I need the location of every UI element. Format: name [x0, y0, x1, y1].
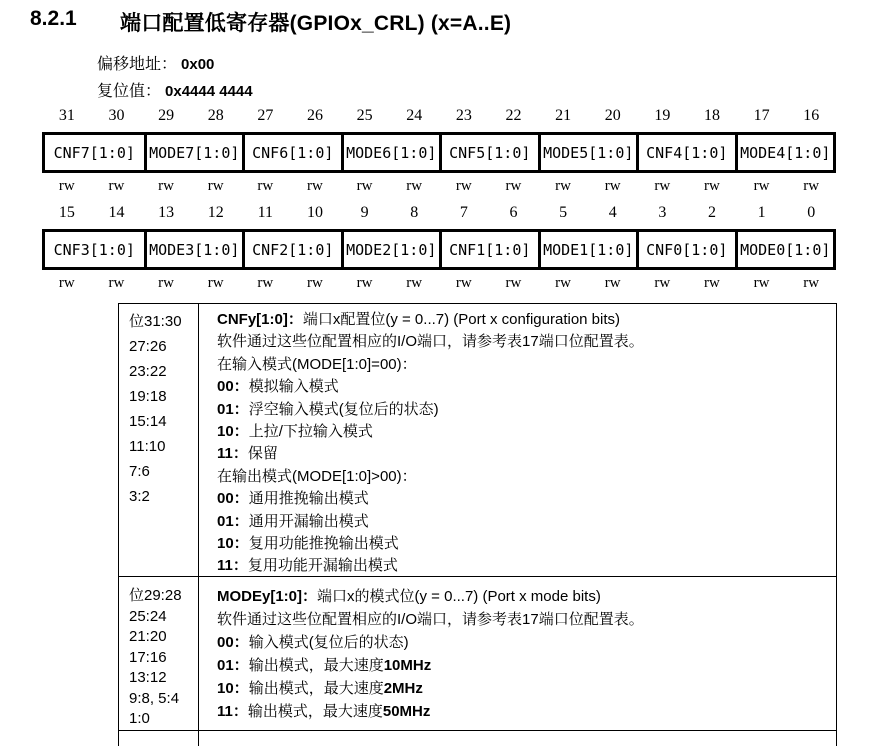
description-line: 11：保留	[217, 445, 278, 463]
offset-address-line	[97, 51, 214, 74]
access-type-label: rw	[704, 275, 720, 291]
bit-range-label: 位29:28	[129, 587, 182, 604]
bit-range-label: 11:10	[129, 438, 166, 455]
bit-range-label: 13:12	[129, 669, 167, 686]
bit-number-label: 14	[108, 204, 125, 221]
access-type-label: rw	[257, 178, 274, 194]
bit-number-label: 2	[707, 204, 716, 221]
access-type-label: rw	[158, 178, 174, 194]
access-type-label: rw	[803, 275, 820, 291]
bit-number-label: 7	[459, 204, 468, 221]
access-type-label: rw	[207, 275, 224, 291]
bit-range-label: 9:8, 5:4	[129, 689, 180, 707]
bit-number-label: 21	[555, 107, 572, 124]
bit-number-label: 16	[803, 107, 820, 124]
bit-field-cell: MODE3[1:0]	[144, 232, 243, 267]
description-row	[118, 577, 837, 731]
description-line: 在输入模式(MODE[1:0]=00)：	[217, 355, 417, 373]
description-line: 软件通过这些位配置相应的I/O端口，请参考表17端口位配置表。	[217, 611, 644, 628]
bit-number-label: 29	[158, 107, 175, 124]
description-line: 10：输出模式，最大速度2MHz	[217, 680, 423, 697]
bit-number-label: 1	[757, 204, 766, 221]
bit-range-label: 7:6	[129, 463, 150, 480]
access-type-label: rw	[307, 178, 323, 194]
register-diagram-bits-31-16	[42, 107, 836, 196]
bit-numbers-row	[42, 204, 836, 224]
bit-range-label: 位31:30	[129, 313, 182, 330]
bit-range-label: 3:2	[129, 488, 150, 505]
description-line: 00：输入模式(复位后的状态)	[217, 634, 409, 651]
description-line: CNFy[1:0]：端口x配置位(y = 0...7) (Port x configuration bits)	[217, 311, 621, 328]
access-type-label: rw	[58, 178, 75, 194]
description-row	[118, 304, 837, 577]
access-type-label: rw	[406, 275, 423, 291]
bit-field-cell: CNF3[1:0]	[53, 240, 135, 259]
bit-number-label: 23	[455, 107, 472, 124]
page-title: 端口配置低寄存器(GPIOx_CRL) (x=A..E)	[120, 12, 512, 35]
access-type-label: rw	[356, 275, 373, 291]
bit-range-label: 15:14	[129, 413, 167, 430]
bit-field-cell: CNF1[1:0]	[439, 232, 538, 267]
bit-field-cell: CNF4[1:0]	[636, 135, 735, 170]
bit-number-label: 30	[108, 107, 125, 124]
access-type-label: rw	[803, 178, 820, 194]
bit-range-label: 19:18	[129, 388, 167, 405]
bit-range-label: 1:0	[129, 710, 150, 727]
register-field-table	[42, 229, 836, 270]
access-type-label: rw	[307, 275, 323, 291]
description-line: 00：模拟输入模式	[217, 378, 339, 396]
access-type-row	[42, 275, 836, 293]
reset-value-label: 复位值：	[97, 83, 162, 100]
access-type-label: rw	[555, 275, 571, 291]
description-line: 01：通用开漏输出模式	[217, 512, 369, 530]
bit-field-cell: CNF5[1:0]	[439, 135, 538, 170]
bit-field-cell: CNF2[1:0]	[242, 232, 341, 267]
access-type-label: rw	[356, 178, 373, 194]
bit-number-label: 3	[658, 204, 667, 221]
description-line: 01：输出模式，最大速度10MHz	[217, 657, 432, 674]
access-type-label: rw	[108, 178, 125, 194]
bit-number-label: 12	[207, 204, 224, 221]
bit-number-label: 28	[207, 107, 224, 124]
bit-number-label: 18	[703, 107, 720, 124]
bit-field-cell: MODE7[1:0]	[144, 135, 243, 170]
bit-number-label: 8	[410, 204, 419, 221]
bit-field-cell: CNF6[1:0]	[242, 135, 341, 170]
offset-address-value: 0x00	[181, 56, 215, 73]
bit-range-label: 23:22	[129, 363, 167, 380]
bit-number-label: 20	[604, 107, 621, 124]
description-line: 10：上拉/下拉输入模式	[217, 423, 373, 441]
bit-number-label: 19	[654, 107, 671, 124]
bit-number-label: 11	[257, 204, 274, 221]
access-type-label: rw	[753, 178, 770, 194]
access-type-label: rw	[505, 275, 522, 291]
reset-value-line	[97, 78, 253, 101]
bit-number-label: 31	[58, 107, 75, 124]
access-type-label: rw	[257, 275, 274, 291]
bit-field-cell: MODE2[1:0]	[341, 232, 440, 267]
field-description-cell	[199, 304, 836, 576]
bit-field-cell: MODE0[1:0]	[735, 232, 834, 267]
bit-range-label: 25:24	[129, 607, 167, 625]
bit-field-cell: MODE1[1:0]	[538, 232, 637, 267]
reset-value-value: 0x4444 4444	[165, 83, 253, 100]
register-field-table	[42, 132, 836, 173]
description-line: 00：通用推挽输出模式	[217, 490, 369, 508]
bit-description-table	[118, 303, 837, 746]
description-line: 11：复用功能开漏输出模式	[217, 557, 398, 575]
access-type-label: rw	[604, 275, 621, 291]
bit-number-label: 0	[807, 204, 816, 221]
bit-field-cell: MODE6[1:0]	[341, 135, 440, 170]
bit-field-cell: MODE4[1:0]	[735, 135, 834, 170]
register-field-row	[45, 135, 833, 170]
description-line: 01：浮空输入模式(复位后的状态)	[217, 400, 439, 418]
field-description-cell	[199, 731, 836, 746]
bit-range-cell	[119, 731, 199, 746]
access-type-label: rw	[108, 275, 125, 291]
bit-number-label: 5	[559, 204, 568, 221]
access-type-label: rw	[555, 178, 571, 194]
field-description-cell	[199, 577, 836, 730]
bit-field-cell: CNF7[1:0]	[53, 143, 135, 162]
register-diagram-bits-15-0	[42, 204, 836, 293]
bit-range-label: 21:20	[129, 628, 167, 645]
bit-range-cell	[119, 577, 199, 730]
access-type-row	[42, 178, 836, 196]
bit-number-label: 25	[356, 107, 373, 124]
bit-number-label: 9	[360, 204, 369, 221]
bit-range-label: 17:16	[129, 648, 167, 666]
access-type-label: rw	[58, 275, 75, 291]
description-line: 10：复用功能推挽输出模式	[217, 535, 399, 553]
access-type-label: rw	[704, 178, 720, 194]
access-type-label: rw	[753, 275, 770, 291]
bit-number-label: 10	[306, 204, 323, 221]
description-line: MODEy[1:0]：端口x的模式位(y = 0...7) (Port x mode bits)	[217, 588, 601, 605]
offset-address-label: 偏移地址：	[97, 56, 178, 73]
register-field-row	[45, 232, 833, 267]
bit-range-label: 27:26	[129, 338, 167, 355]
description-line: 11：输出模式，最大速度50MHz	[217, 703, 431, 720]
access-type-label: rw	[406, 178, 423, 194]
access-type-label: rw	[455, 178, 472, 194]
bit-number-label: 24	[406, 107, 423, 124]
bit-field-cell: CNF0[1:0]	[636, 232, 735, 267]
bit-range-cell	[119, 304, 199, 576]
bit-number-label: 15	[58, 204, 75, 221]
access-type-label: rw	[505, 178, 522, 194]
description-line: 软件通过这些位配置相应的I/O端口，请参考表17端口位配置表。	[217, 333, 644, 351]
section-number: 8.2.1	[30, 7, 77, 30]
bit-number-label: 26	[306, 107, 323, 124]
access-type-label: rw	[207, 178, 224, 194]
bit-numbers-row	[42, 107, 836, 127]
access-type-label: rw	[158, 275, 174, 291]
access-type-label: rw	[654, 178, 671, 194]
description-line: 在输出模式(MODE[1:0]>00)：	[217, 467, 417, 485]
bit-number-label: 22	[505, 107, 522, 124]
access-type-label: rw	[654, 275, 671, 291]
bit-number-label: 17	[753, 107, 770, 124]
bit-number-label: 6	[509, 204, 518, 221]
access-type-label: rw	[455, 275, 472, 291]
access-type-label: rw	[604, 178, 621, 194]
bit-field-cell: MODE5[1:0]	[538, 135, 637, 170]
bit-number-label: 13	[158, 204, 175, 221]
description-row-cutoff	[118, 731, 837, 746]
bit-number-label: 27	[257, 107, 274, 124]
bit-number-label: 4	[608, 204, 617, 221]
